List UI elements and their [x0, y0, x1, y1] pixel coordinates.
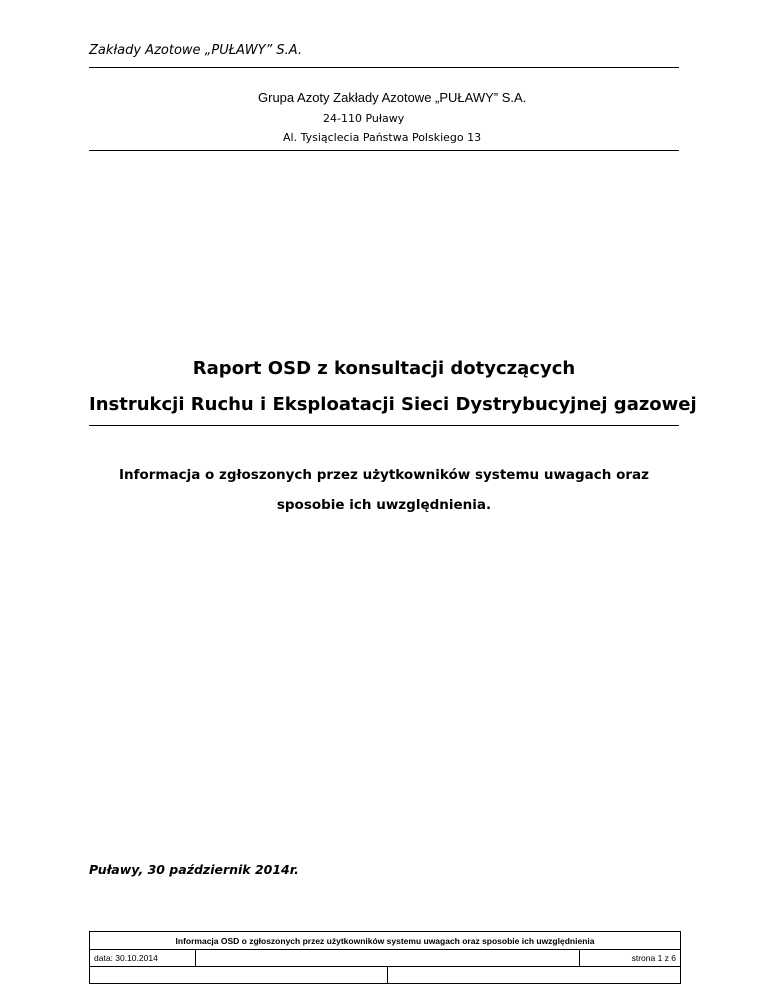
footer-date: data: 30.10.2014	[90, 950, 196, 967]
footer-caption-row	[90, 932, 681, 950]
page-footer-table	[89, 931, 681, 984]
document-title-line-1: Raport OSD z konsultacji dotyczących	[192, 358, 576, 379]
footer-caption: Informacja OSD o zgłoszonych przez użytkowników systemu uwagach oraz sposobie ich uwzględnienia	[90, 932, 681, 950]
document-subtitle-line-2: sposobie ich uwzględnienia.	[276, 497, 492, 513]
footer-blank-cell-right	[388, 967, 681, 984]
company-name: Grupa Azoty Zakłady Azotowe „PUŁAWY” S.A.	[258, 90, 527, 105]
document-title-line-2: Instrukcji Ruchu i Eksploatacji Sieci Dystrybucyjnej gazowej	[89, 394, 697, 415]
document-subtitle-line-1: Informacja o zgłoszonych przez użytkowników systemu uwagach oraz	[118, 467, 650, 483]
footer-page-number: strona 1 z 6	[580, 950, 681, 967]
footer-empty-cell	[196, 950, 580, 967]
address-rule	[89, 150, 679, 151]
company-postal-address: 24-110 Puławy	[323, 112, 405, 125]
title-rule	[89, 425, 679, 426]
running-header: Zakłady Azotowe „PUŁAWY” S.A.	[89, 43, 303, 58]
header-rule	[89, 67, 679, 68]
footer-info-row	[90, 950, 681, 967]
footer-blank-row	[90, 967, 681, 984]
footer-blank-cell-left	[90, 967, 388, 984]
company-street-address: Al. Tysiąclecia Państwa Polskiego 13	[283, 131, 482, 144]
place-and-date: Puławy, 30 październik 2014r.	[89, 862, 299, 877]
